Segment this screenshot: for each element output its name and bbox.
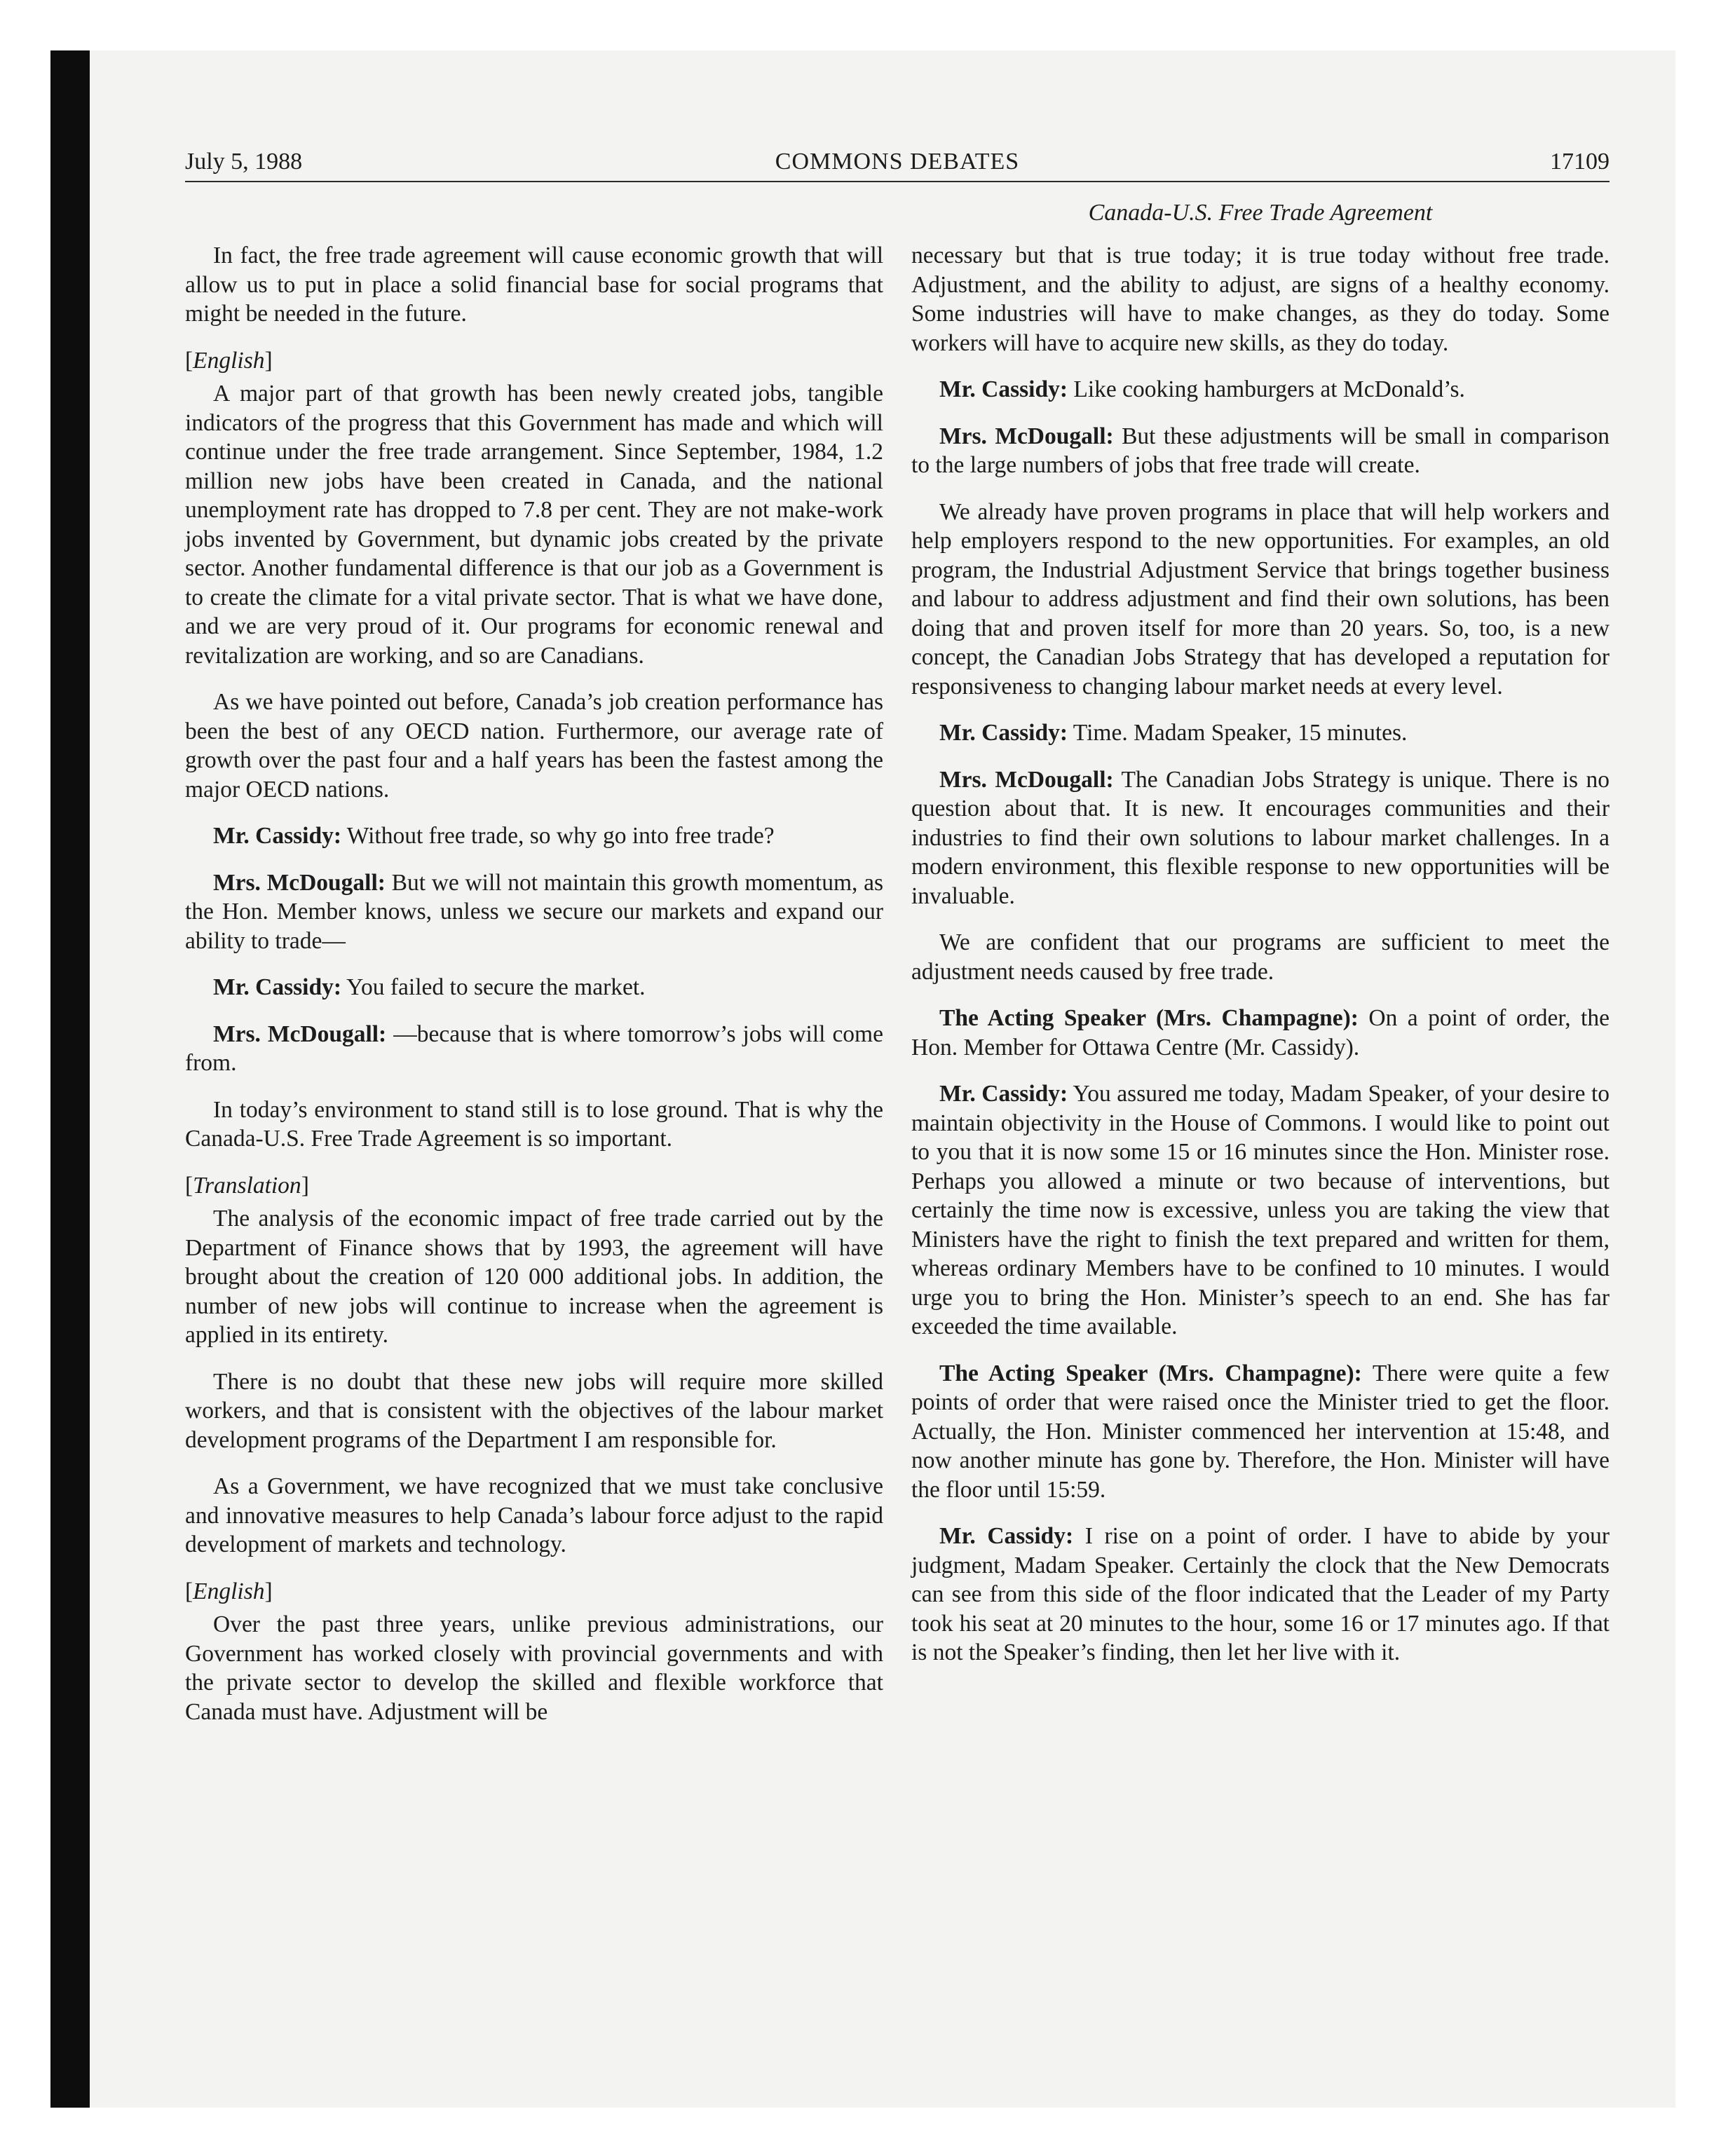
header-page-number: 17109 xyxy=(1550,149,1610,175)
speech-paragraph xyxy=(911,1359,1610,1505)
speech-paragraph xyxy=(911,718,1610,748)
paragraph: There is no doubt that these new jobs will require more skilled workers, and that is consistent with the objectives of the labour market development programs of the Department I am responsible for. xyxy=(185,1368,883,1453)
language-marker-label: English xyxy=(193,347,265,374)
header-title: COMMONS DEBATES xyxy=(775,149,1020,175)
speech-paragraph xyxy=(185,1020,883,1078)
paragraph: In today’s environment to stand still is to lose ground. That is why the Canada-U.S. Free Trade Agreement is so important. xyxy=(185,1096,883,1152)
paragraph: A major part of that growth has been newly created jobs, tangible indicators of the progress that this Government has made and which will continue under the free trade arrangement. Since September, 1984, 1.2 million new jobs have been created in Canada, and the national unemployment rate has dropped to 7.8 per cent. They are not make-work jobs invented by Government, but dynamic jobs created by the private sector. Another fundamental difference is that our job as a Government is to create the climate for a vital private sector. That is what we have done, and we are very proud of it. Our programs for economic renewal and revitalization are working, and so are Canadians. xyxy=(185,381,883,669)
speech-text: You assured me today, Madam Speaker, of your desire to maintain objectivity in the House of Commons. I would like to point out to you that it is now some 15 or 16 minutes since the Hon. Minister rose. Perhaps you allowed a minute or two because of interventions, but certainly the time now is excessive, unless you are taking the view that Ministers have the right to finish the text prepared and written for them, whereas ordinary Members have to be confined to 10 minutes. I would urge you to bring the Hon. Minister’s speech to an end. She has far exceeded the time available. xyxy=(911,1081,1610,1339)
paragraph: As a Government, we have recognized that we must take conclusive and innovative measures to help Canada’s labour force adjust to the rapid development of markets and technology. xyxy=(185,1473,883,1557)
speaker-name: The Acting Speaker (Mrs. Champagne): xyxy=(939,1005,1359,1031)
speech-text: Time. Madam Speaker, 15 minutes. xyxy=(1068,720,1408,746)
speech-paragraph xyxy=(185,868,883,956)
speech-paragraph xyxy=(911,765,1610,911)
speech-text: But these adjustments will be small in comparison to the large numbers of jobs that free trade will create. xyxy=(911,423,1610,478)
paragraph: necessary but that is true today; it is true today without free trade. Adjustment, and the ability to adjust, are signs of a healthy economy. Some industries will have to make changes, as they do today. Some workers will have to acquire new skills, as they do today. xyxy=(911,243,1610,356)
speech-text: Without free trade, so why go into free trade? xyxy=(341,823,775,849)
speech-text: On a point of order, the Hon. Member for Ottawa Centre (Mr. Cassidy). xyxy=(911,1005,1610,1060)
speaker-name: Mrs. McDougall: xyxy=(213,1021,387,1047)
speech-text: You failed to secure the market. xyxy=(341,974,646,1000)
speech-paragraph xyxy=(911,1004,1610,1062)
paragraph: The analysis of the economic impact of free trade carried out by the Department of Finance shows that by 1993, the agreement will have brought about the creation of 120 000 additional jobs. In addition, the number of new jobs will continue to increase when the agreement is applied in its entirety. xyxy=(185,1206,883,1348)
language-marker: [English] xyxy=(185,1578,273,1604)
header-rule xyxy=(185,181,1610,182)
binding-edge xyxy=(50,50,90,2108)
speech-paragraph xyxy=(911,422,1610,480)
speech-text: —because that is where tomorrow’s jobs will come from. xyxy=(185,1021,883,1076)
speech-paragraph xyxy=(911,1522,1610,1667)
speech-text: I rise on a point of order. I have to abide by your judgment, Madam Speaker. Certainly the clock that the New Democrats can see from this side of the floor indicated that the Leader of my Party took his seat at 20 minutes to the hour, some 16 or 17 minutes ago. If that is not the Speaker’s finding, then let her live with it. xyxy=(911,1523,1610,1665)
paragraph: Over the past three years, unlike previous administrations, our Government has worked closely with provincial governments and with the private sector to develop the skilled and flexible workforce that Canada must have. Adjustment will be xyxy=(185,1611,883,1725)
speech-paragraph xyxy=(911,375,1610,404)
paragraph: As we have pointed out before, Canada’s job creation performance has been the best of any OECD nation. Furthermore, our average rate of growth over the past four and a half years has been the fastest among the major OECD nations. xyxy=(185,689,883,803)
speaker-name: Mr. Cassidy: xyxy=(213,974,342,1000)
paragraph: We already have proven programs in place that will help workers and help employers respond to the new opportunities. For examples, an old program, the Industrial Adjustment Service that brings together business and labour to address adjustment and find their own solutions, has been doing that and proven itself for more than 20 years. So, too, is a new concept, the Canadian Jobs Strategy that has developed a reputation for responsiveness to changing labour market needs at every level. xyxy=(911,498,1610,700)
language-marker-label: English xyxy=(193,1578,265,1604)
paragraph: In fact, the free trade agreement will cause economic growth that will allow us to put in place a solid financial base for social programs that might be needed in the future. xyxy=(185,243,883,327)
header-date: July 5, 1988 xyxy=(185,149,303,175)
language-marker: [Translation] xyxy=(185,1172,309,1199)
speaker-name: Mrs. McDougall: xyxy=(213,869,386,896)
speech-paragraph xyxy=(185,973,883,1002)
speaker-name: Mr. Cassidy: xyxy=(939,376,1068,402)
speech-text: But we will not maintain this growth momentum, as the Hon. Member knows, unless we secure our markets and expand our ability to trade— xyxy=(185,869,883,954)
speech-text: The Canadian Jobs Strategy is unique. There is no question about that. It is new. It encourages communities and their industries to find their own solutions to labour market challenges. In a modern environment, this flexible response to new opportunities will be invaluable. xyxy=(911,766,1610,909)
speaker-name: The Acting Speaker (Mrs. Champagne): xyxy=(939,1360,1362,1386)
language-marker: [English] xyxy=(185,347,273,374)
paragraph: We are confident that our programs are sufficient to meet the adjustment needs caused by free trade. xyxy=(911,929,1610,985)
speech-text: There were quite a few points of order that were raised once the Minister tried to get the floor. Actually, the Hon. Minister commenced her intervention at 15:48, and now another minute has gone by. Therefore, the Hon. Minister will have the floor until 15:59. xyxy=(911,1360,1610,1503)
speaker-name: Mr. Cassidy: xyxy=(939,720,1068,746)
speech-text: Like cooking hamburgers at McDonald’s. xyxy=(1068,376,1465,402)
speaker-name: Mr. Cassidy: xyxy=(939,1523,1074,1549)
speaker-name: Mrs. McDougall: xyxy=(939,423,1114,449)
speech-paragraph xyxy=(911,1079,1610,1342)
language-marker-label: Translation xyxy=(193,1172,301,1199)
speaker-name: Mr. Cassidy: xyxy=(939,1081,1068,1107)
speaker-name: Mr. Cassidy: xyxy=(213,823,342,849)
page-header xyxy=(185,144,1610,180)
right-column xyxy=(911,241,1610,1685)
speech-paragraph xyxy=(185,821,883,851)
left-column xyxy=(185,241,883,1744)
running-head: Canada-U.S. Free Trade Agreement xyxy=(1088,200,1433,226)
speaker-name: Mrs. McDougall: xyxy=(939,766,1114,793)
